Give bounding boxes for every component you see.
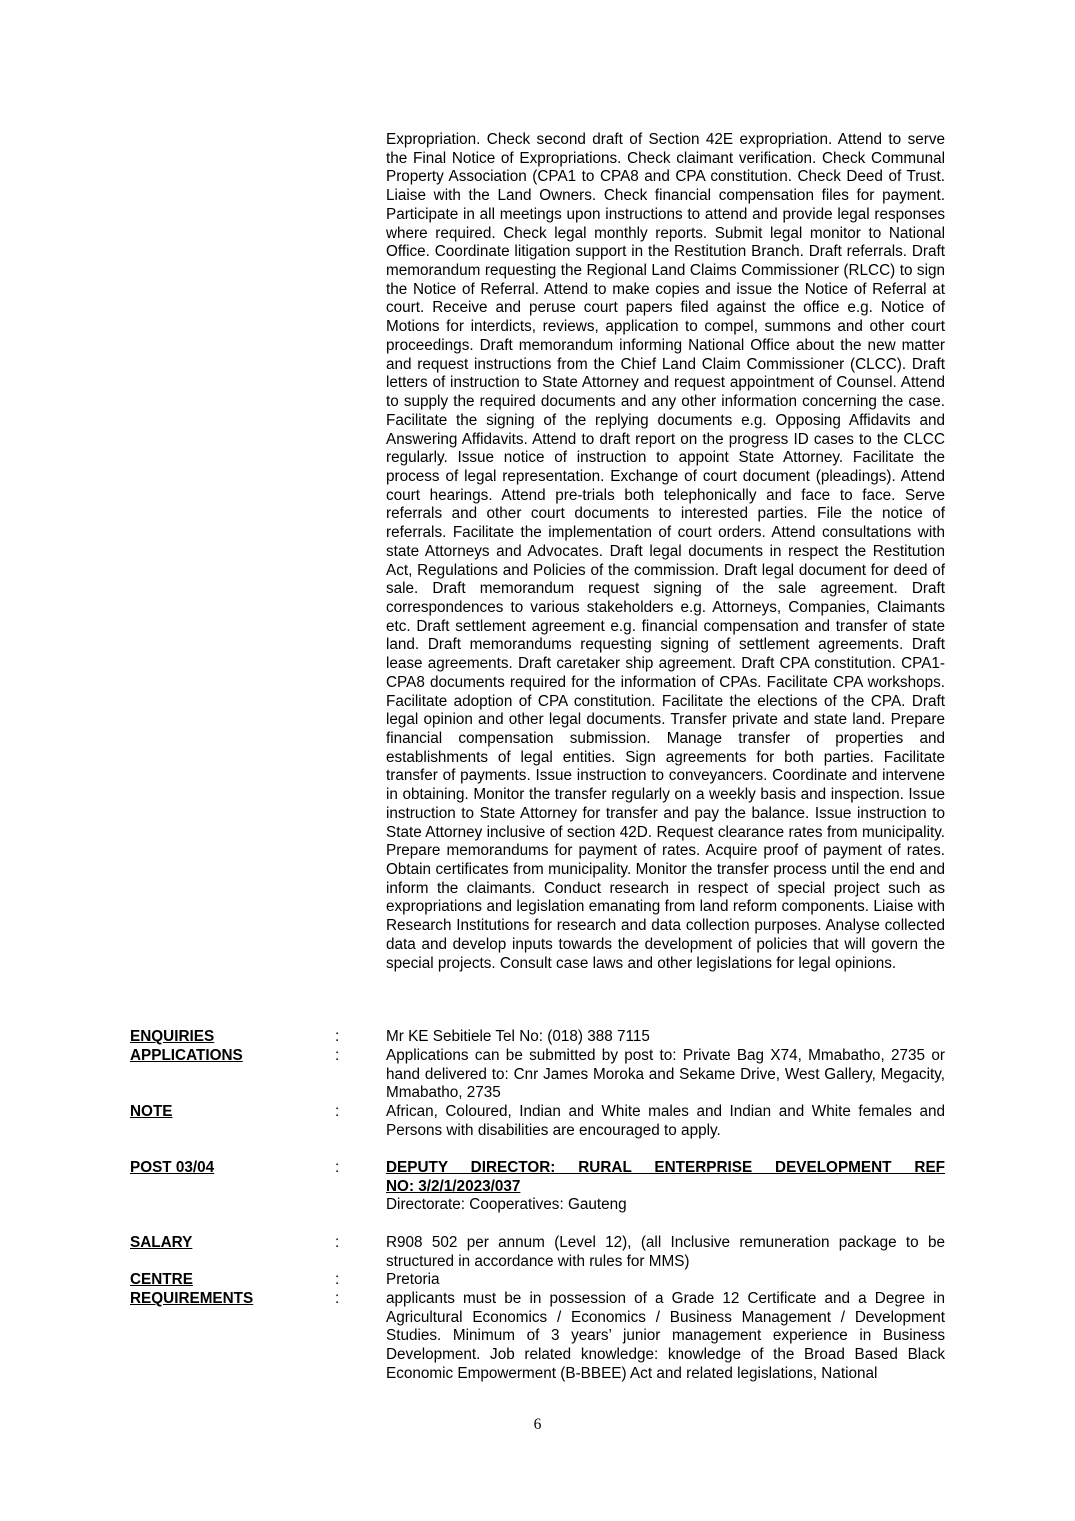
post-colon: :	[335, 1159, 340, 1176]
salary-colon: :	[335, 1234, 340, 1251]
post-details	[386, 1159, 945, 1215]
applications-label: APPLICATIONS	[130, 1047, 243, 1064]
note-colon: :	[335, 1103, 340, 1120]
note-label: NOTE	[130, 1103, 173, 1120]
centre-colon: :	[335, 1271, 340, 1288]
salary-label: SALARY	[130, 1234, 193, 1251]
post-directorate: Directorate: Cooperatives: Gauteng	[386, 1196, 627, 1214]
salary-value: R908 502 per annum (Level 12), (all Inclusive remuneration package to be structured in accordance with rules for MMS)	[386, 1234, 945, 1270]
centre-label: CENTRE	[130, 1271, 193, 1288]
requirements-colon: :	[335, 1290, 340, 1307]
post-title-line2: NO: 3/2/1/2023/037	[386, 1177, 521, 1195]
post-label: POST 03/04	[130, 1159, 215, 1176]
enquiries-colon: :	[335, 1028, 340, 1045]
centre-value: Pretoria	[386, 1271, 440, 1288]
applications-value: Applications can be submitted by post to: Private Bag X74, Mmabatho, 2735 or hand delivered to: Cnr James Moroka and Sekame Drive, West Gallery, Megacity, Mmabatho, 2735	[386, 1047, 945, 1102]
requirements-value: applicants must be in possession of a Grade 12 Certificate and a Degree in Agricultural Economics / Economics / Business Management / Development Studies. Minimum of 3 years’ junior management experience in Business Development. Job related knowledge: knowledge of the Broad Based Black Economic Empowerment (B-BBEE) Act and related legislations, National	[386, 1290, 945, 1382]
enquiries-label: ENQUIRIES	[130, 1028, 215, 1045]
post-title-line1: DEPUTY DIRECTOR: RURAL ENTERPRISE DEVELOPMENT REF	[386, 1159, 945, 1176]
applications-colon: :	[335, 1047, 340, 1064]
page-number: 6	[533, 1416, 542, 1433]
enquiries-value: Mr KE Sebitiele Tel No: (018) 388 7115	[386, 1028, 650, 1045]
requirements-label: REQUIREMENTS	[130, 1290, 254, 1307]
note-value: African, Coloured, Indian and White males and Indian and White females and Persons with disabilities are encouraged to apply.	[386, 1103, 945, 1139]
duties-continued-text: Expropriation. Check second draft of Section 42E expropriation. Attend to serve the Final Notice of Expropriations. Check claimant verification. Check Communal Property Association (CPA1 to CPA8 and CPA constitution. Check Deed of Trust. Liaise with the Land Owners. Check financial compensation files for payment. Participate in all meetings upon instructions to attend and provide legal responses where required. Check legal monthly reports. Submit legal monitor to National Office. Coordinate litigation support in the Restitution Branch. Draft referrals. Draft memorandum requesting the Regional Land Claims Commissioner (RLCC) to sign the Notice of Referral. Attend to make copies and issue the Notice of Referral at court. Receive and peruse court papers filed against the office e.g. Notice of Motions for interdicts, reviews, application to compel, summons and other court proceedings. Draft memorandum informing National Office about the new matter and request instructions from the Chief Land Claim Commissioner (CLCC). Draft letters of instruction to State Attorney and request appointment of Counsel. Attend to supply the required documents and any other information concerning the case. Facilitate the signing of the replying documents e.g. Opposing Affidavits and Answering Affidavits. Attend to draft report on the progress ID cases to the CLCC regularly. Issue notice of instruction to appoint State Attorney. Facilitate the process of legal representation. Exchange of court document (pleadings). Attend court hearings. Attend pre-trials both telephonically and face to face. Serve referrals and other court documents to interested parties. File the notice of referrals. Facilitate the implementation of court orders. Attend consultations with state Attorneys and Advocates. Draft legal documents in respect the Restitution Act, Regulations and Policies of the commission. Draft legal document for deed of sale. Draft memorandum request signing of the sale agreement. Draft correspondences to various stakeholders e.g. Attorneys, Companies, Claimants etc. Draft settlement agreement e.g. financial compensation and transfer of state land. Draft memorandums requesting signing of settlement agreements. Draft lease agreements. Draft caretaker ship agreement. Draft CPA constitution. CPA1-CPA8 documents required for the information of CPAs. Facilitate CPA workshops. Facilitate adoption of CPA constitution. Facilitate the elections of the CPA. Draft legal opinion and other legal documents. Transfer private and state land. Prepare financial compensation submission. Manage transfer of properties and establishments of legal entities. Sign agreements for both parties. Facilitate transfer of payments. Issue instruction to conveyancers. Coordinate and intervene in obtaining. Monitor the transfer regularly on a weekly basis and inspection. Issue instruction to State Attorney for transfer and pay the balance. Issue instruction to State Attorney inclusive of section 42D. Request clearance rates from municipality. Prepare memorandums for payment of rates. Acquire proof of payment of rates. Obtain certificates from municipality. Monitor the transfer process until the end and inform the claimants. Conduct research in respect of special project such as expropriations and legislation emanating from land reform components. Liaise with Research Institutions for research and data collection purposes. Analyse collected data and develop inputs towards the development of policies that will govern the special projects. Consult case laws and other legislations for legal opinions.	[386, 131, 945, 972]
